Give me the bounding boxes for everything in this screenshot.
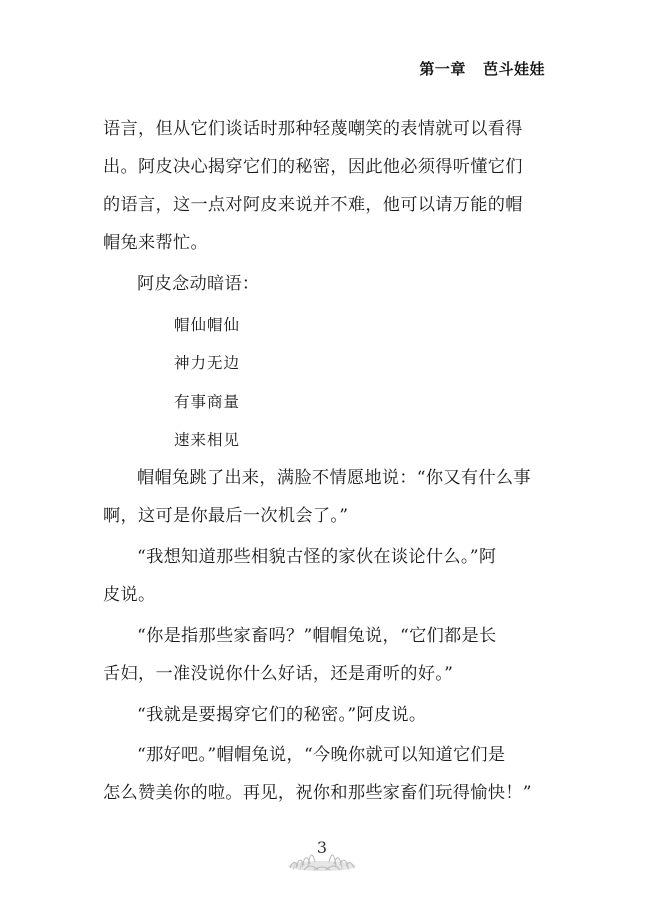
paragraph-line: “你是指那些家畜吗？”帽帽兔说，“它们都是长 [137,626,497,646]
paragraph-line: 皮说。 [103,585,156,605]
verse-line: 帽仙帽仙 [174,316,241,334]
paragraph-line: “那好吧。”帽帽兔说，“今晚你就可以知道它们是 [137,745,506,765]
paragraph-line: “我想知道那些相貌古怪的家伙在谈论什么。”阿 [137,547,497,567]
paragraph-line: 啊，这可是你最后一次机会了。” [103,506,349,526]
paragraph-line: 怎么赞美你的啦。再见，祝你和那些家畜们玩得愉快！” [103,783,532,803]
page-number: 3 [316,838,328,857]
paragraph-line: 语言，但从它们谈话时那种轻蔑嘲笑的表情就可以看得 [103,119,523,139]
paragraph-line: 舌妇，一准没说你什么好话，还是甭听的好。” [103,664,454,684]
page-number-ornament [284,832,360,876]
paragraph-line: 出。阿皮决心揭穿它们的秘密，因此他必须得听懂它们 [103,157,523,177]
paragraph-line: 帽兔来帮忙。 [103,233,208,253]
paragraph-line: 阿皮念动暗语： [137,274,260,294]
paragraph-line: “我就是要揭穿它们的秘密。”阿皮说。 [137,705,427,725]
verse-line: 有事商量 [174,393,241,411]
paragraph-line: 帽帽兔跳了出来，满脸不情愿地说：“你又有什么事 [137,468,531,488]
verse-line: 速来相见 [174,431,241,449]
paragraph-line: 的语言，这一点对阿皮来说并不难，他可以请万能的帽 [103,195,523,215]
verse-line: 神力无边 [174,354,241,372]
chapter-header: 第一章 芭斗娃娃 [419,60,545,78]
